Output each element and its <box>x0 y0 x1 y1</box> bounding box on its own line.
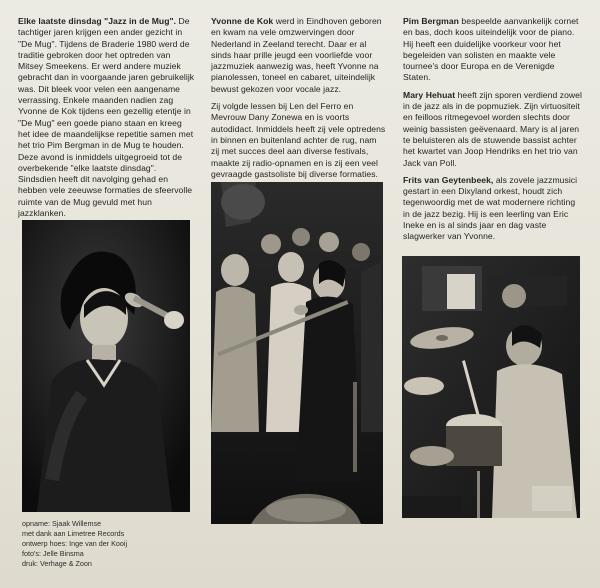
photo-singer-at-microphone <box>22 220 190 512</box>
paragraph-pim-bergman <box>403 16 583 84</box>
photo-drummer <box>402 256 580 518</box>
paragraph-yvonne-bio <box>211 16 386 95</box>
name-pim-bergman: Pim Bergman <box>403 16 459 26</box>
heading-jazz-in-de-mug: Elke laatste dinsdag "Jazz in de Mug". <box>18 16 177 26</box>
credit-sleeve-design: ontwerp hoes: Inge van der Kooij <box>22 539 128 549</box>
text-column-jazz-in-de-mug <box>18 16 196 225</box>
name-yvonne-de-kok: Yvonne de Kok <box>211 16 274 26</box>
text-mary-hehuat: heeft zijn sporen verdiend zowel in de jazz als in de popmuziek. Zijn virtuositeit en feilloos ritmegevoel worden slechts door weinig bassisten geëvenaard. Mary is al jaren te beluisteren als de stuwende bassist achter het kwartet van Joop Hendriks en het trio van Jack van Poll. <box>403 89 582 168</box>
name-frits-van-geytenbeek: Frits van Geytenbeek, <box>403 174 494 185</box>
credit-photos: foto's: Jelle Binsma <box>22 549 84 559</box>
text-frits-van-geytenbeek: als zovele jazzmusici gestart in een Dixyland orkest, houdt zich tegenwoordig met de wat modernere richting in de jazz bezig. Hij is een leerling van Eric Ineke en is al sinds jaar en dag vaste slagwerker van Yvonne. <box>403 174 578 242</box>
paragraph-frits-van-geytenbeek <box>403 175 583 243</box>
paragraph-yvonne-lessons: Zij volgde lessen bij Len del Ferro en Mevrouw Dany Zonewa en is voorts autodidact. Inmiddels heeft zij vele optredens in binnen en buitenland achter de rug, nam zij met succes deel aan diverse festivals, maakte zij radio-opnamen en is zij een veel gevraagde gastsoliste bij diverse formaties. <box>211 101 386 179</box>
text-yvonne-bio: werd in Eindhoven geboren en kwam na vele omzwervingen door Nederland in Zeeland terecht. Daar er al sinds haar prille jeugd een voorliefde voor jazzmuziek aanwezig was, heeft Yvonne na pianolessen, toneel en cabaret, uiteindelijk bewust gekozen voor vocale jazz. <box>211 16 382 94</box>
credit-printing: druk: Verhage & Zoon <box>22 559 92 569</box>
name-mary-hehuat: Mary Hehuat <box>403 89 456 100</box>
text-pim-bergman: bespeelde aanvankelijk cornet en bas, doch koos uiteindelijk voor de piano. Hij heeft een duidelijke voorkeur voor het begeleiden van solisten en maakte vele tournee's door Europa en de Verenigde Staten. <box>403 16 579 83</box>
credits-block <box>22 519 212 569</box>
text-column-yvonne-de-kok <box>211 16 386 186</box>
credit-recording: opname: Sjaak Willemse <box>22 519 102 528</box>
photo-audience-and-singer <box>211 182 383 524</box>
text-column-musicians <box>403 16 583 249</box>
credit-thanks: met dank aan Limetree Records <box>22 529 125 539</box>
paragraph-jazz-in-de-mug <box>18 16 196 219</box>
text-jazz-in-de-mug: De tachtiger jaren krijgen een ander gezicht in "De Mug". Tijdens de Braderie 1980 werd de traditie gebroken door het optreden van Mitsey Smeekens. Er werd andere muziek gebracht dan in voorgaande jaren gebruikelijk was. Dit bleek voor velen een aangename verrassing. Enkele maanden nadien zag Yvonne de Kok tijdens een gezellig etentje in "De Mug" een goede piano staan en kreeg het idee de maandelijkse repetitie samen met het trio Pim Bergman in de Mug te houden. Deze avond is inmiddels uitgegroeid tot de overbekende "elke laatste dinsdag". Sindsdien heeft dit navolging gehad en hebben vele zeeuwse formaties de sfeervolle ruimte van de Mug gevuld met hun jazzklanken. <box>18 16 195 219</box>
paragraph-mary-hehuat <box>403 90 583 169</box>
